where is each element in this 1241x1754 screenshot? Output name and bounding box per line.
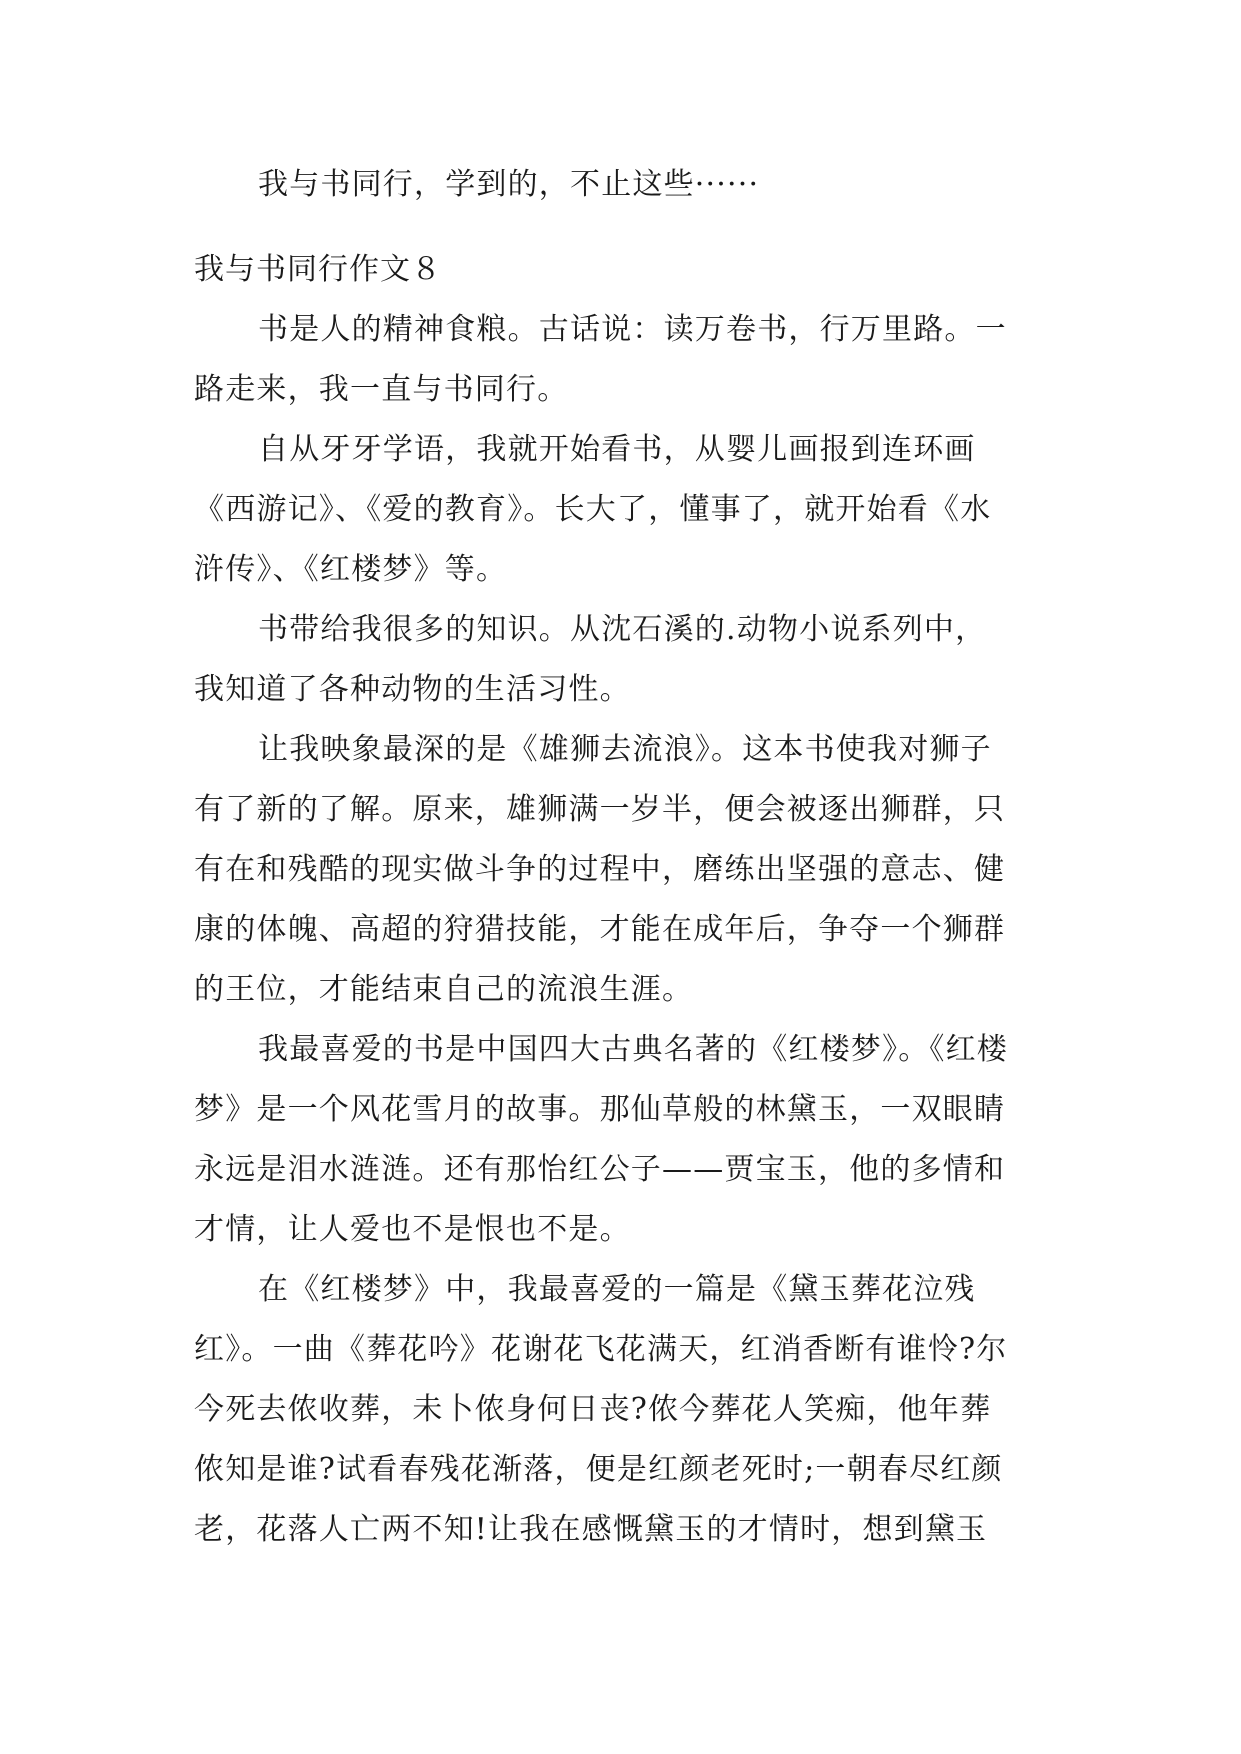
paragraph-line: 永远是泪水涟涟。还有那怡红公子——贾宝玉，他的多情和 xyxy=(194,1152,1006,1187)
paragraph-line: 老，花落人亡两不知!让我在感慨黛玉的才情时，想到黛玉 xyxy=(194,1512,988,1547)
paragraph-line: 的王位，才能结束自己的流浪生涯。 xyxy=(194,972,694,1007)
paragraph-line: 有在和残酷的现实做斗争的过程中，磨练出坚强的意志、健 xyxy=(194,852,1006,887)
paragraph-line: 在《红楼梦》中，我最喜爱的一篇是《黛玉葬花泣残 xyxy=(258,1272,976,1307)
section-title: 我与书同行作文８ xyxy=(194,252,442,287)
paragraph-line: 我与书同行，学到的，不止这些······ xyxy=(258,167,760,202)
paragraph-line: 让我映象最深的是《雄狮去流浪》。这本书使我对狮子 xyxy=(258,732,992,767)
paragraph-line: 我知道了各种动物的生活习性。 xyxy=(194,672,631,707)
paragraph-line: 有了新的了解。原来，雄狮满一岁半，便会被逐出狮群，只 xyxy=(194,792,1006,827)
paragraph-line: 侬知是谁?试看春残花渐落，便是红颜老死时;一朝春尽红颜 xyxy=(194,1452,1003,1487)
paragraph-line: 路走来，我一直与书同行。 xyxy=(194,372,569,407)
paragraph-line: 浒传》、《红楼梦》等。 xyxy=(194,552,508,587)
paragraph-line: 今死去侬收葬，未卜侬身何日丧?侬今葬花人笑痴，他年葬 xyxy=(194,1392,992,1427)
paragraph-line: 才情，让人爱也不是恨也不是。 xyxy=(194,1212,631,1247)
paragraph-line: 《西游记》、《爱的教育》。长大了，懂事了，就开始看《水 xyxy=(194,492,992,527)
paragraph-line: 我最喜爱的书是中国四大古典名著的《红楼梦》。《红楼 xyxy=(258,1032,1008,1067)
paragraph-line: 康的体魄、高超的狩猎技能，才能在成年后，争夺一个狮群 xyxy=(194,912,1006,947)
paragraph-line: 梦》是一个风花雪月的故事。那仙草般的林黛玉，一双眼睛 xyxy=(194,1092,1006,1127)
paragraph-line: 自从牙牙学语，我就开始看书，从婴儿画报到连环画 xyxy=(258,432,976,467)
paragraph-line: 红》。一曲《葬花吟》花谢花飞花满天，红消香断有谁怜?尔 xyxy=(194,1332,1008,1367)
paragraph-line: 书带给我很多的知识。从沈石溪的.动物小说系列中， xyxy=(258,612,987,647)
paragraph-line: 书是人的精神食粮。古话说：读万卷书，行万里路。一 xyxy=(258,312,1007,347)
